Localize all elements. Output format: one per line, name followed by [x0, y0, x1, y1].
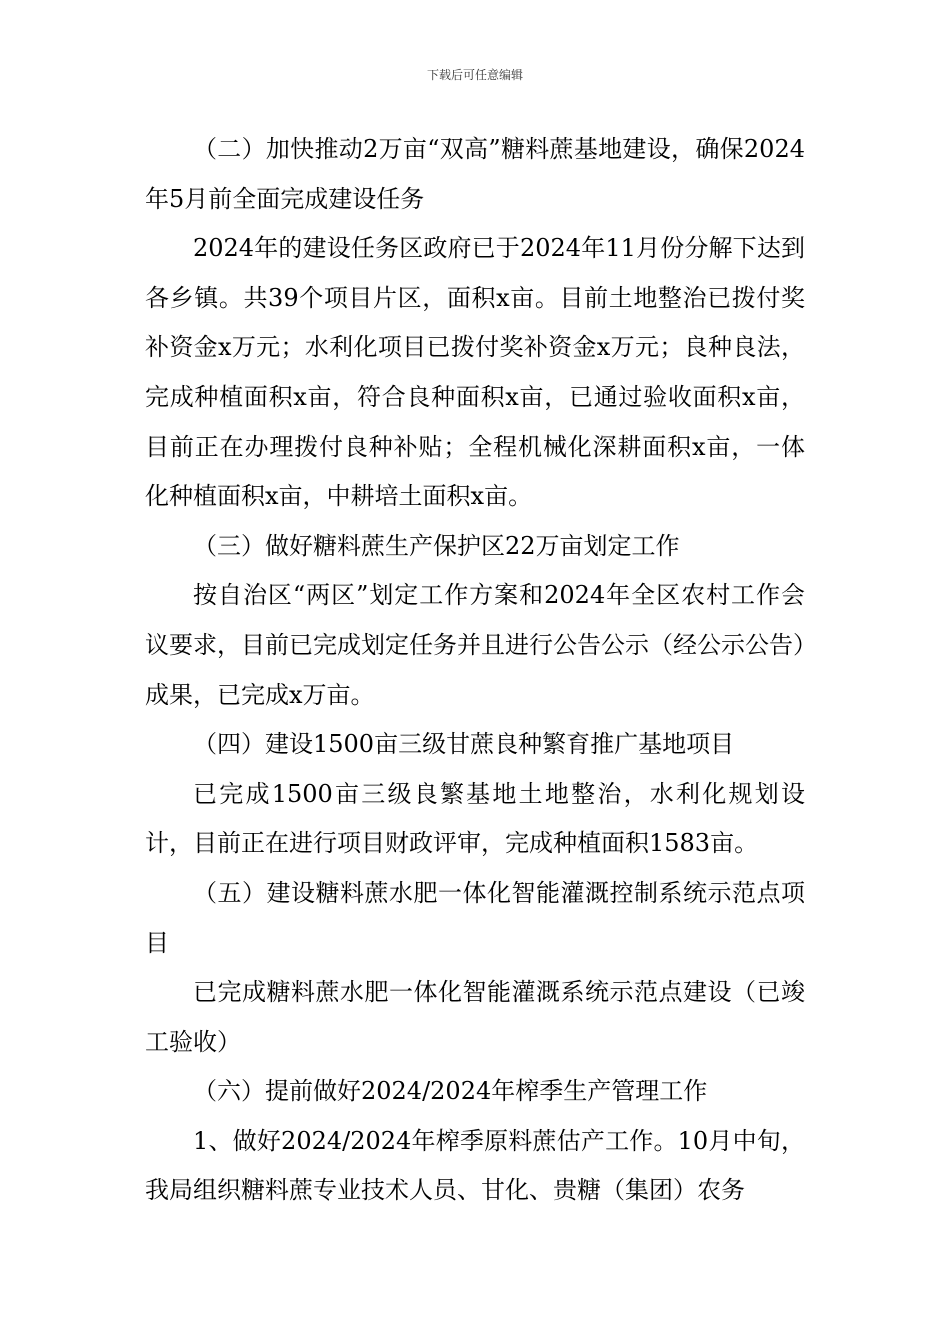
paragraph: 已完成糖料蔗水肥一体化智能灌溉系统示范点建设（已竣工验收）: [145, 978, 805, 1056]
paragraph: 2024年的建设任务区政府已于2024年11月份分解下达到各乡镇。共39个项目片区，面积x亩。目前土地整治已拨付奖补资金x万元；水利化项目已拨付奖补资金x万元；良种良法，完成种植面积x亩，符合良种面积x亩，已通过验收面积x亩，目前正在办理拨付良种补贴；全程机械化深耕面积x亩，一体化种植面积x亩，中耕培土面积x亩。: [145, 234, 805, 511]
section-heading: （六）提前做好2024/2024年榨季生产管理工作: [193, 1077, 708, 1106]
section-heading: （五）建设糖料蔗水肥一体化智能灌溉控制系统示范点项目: [145, 878, 805, 957]
section-heading: （三）做好糖料蔗生产保护区22万亩划定工作: [193, 531, 680, 560]
paragraph: 按自治区“两区”划定工作方案和2024年全区农村工作会议要求，目前已完成划定任务并且进行公告公示（经公示公告）成果，已完成x万亩。: [145, 581, 805, 709]
paragraph: 1、做好2024/2024年榨季原料蔗估产工作。10月中旬，我局组织糖料蔗专业技术人员、甘化、贵糖（集团）农务: [145, 1126, 805, 1205]
section-heading: （四）建设1500亩三级甘蔗良种繁育推广基地项目: [193, 730, 735, 759]
paragraph: 已完成1500亩三级良繁基地土地整治，水利化规划设计，目前正在进行项目财政评审，完成种植面积1583亩。: [145, 779, 805, 858]
section-heading: （二）加快推动2万亩“双高”糖料蔗基地建设，确保2024年5月前全面完成建设任务: [145, 135, 805, 213]
page-header: 下载后可任意编辑: [426, 68, 523, 82]
document-body: [145, 125, 805, 1216]
